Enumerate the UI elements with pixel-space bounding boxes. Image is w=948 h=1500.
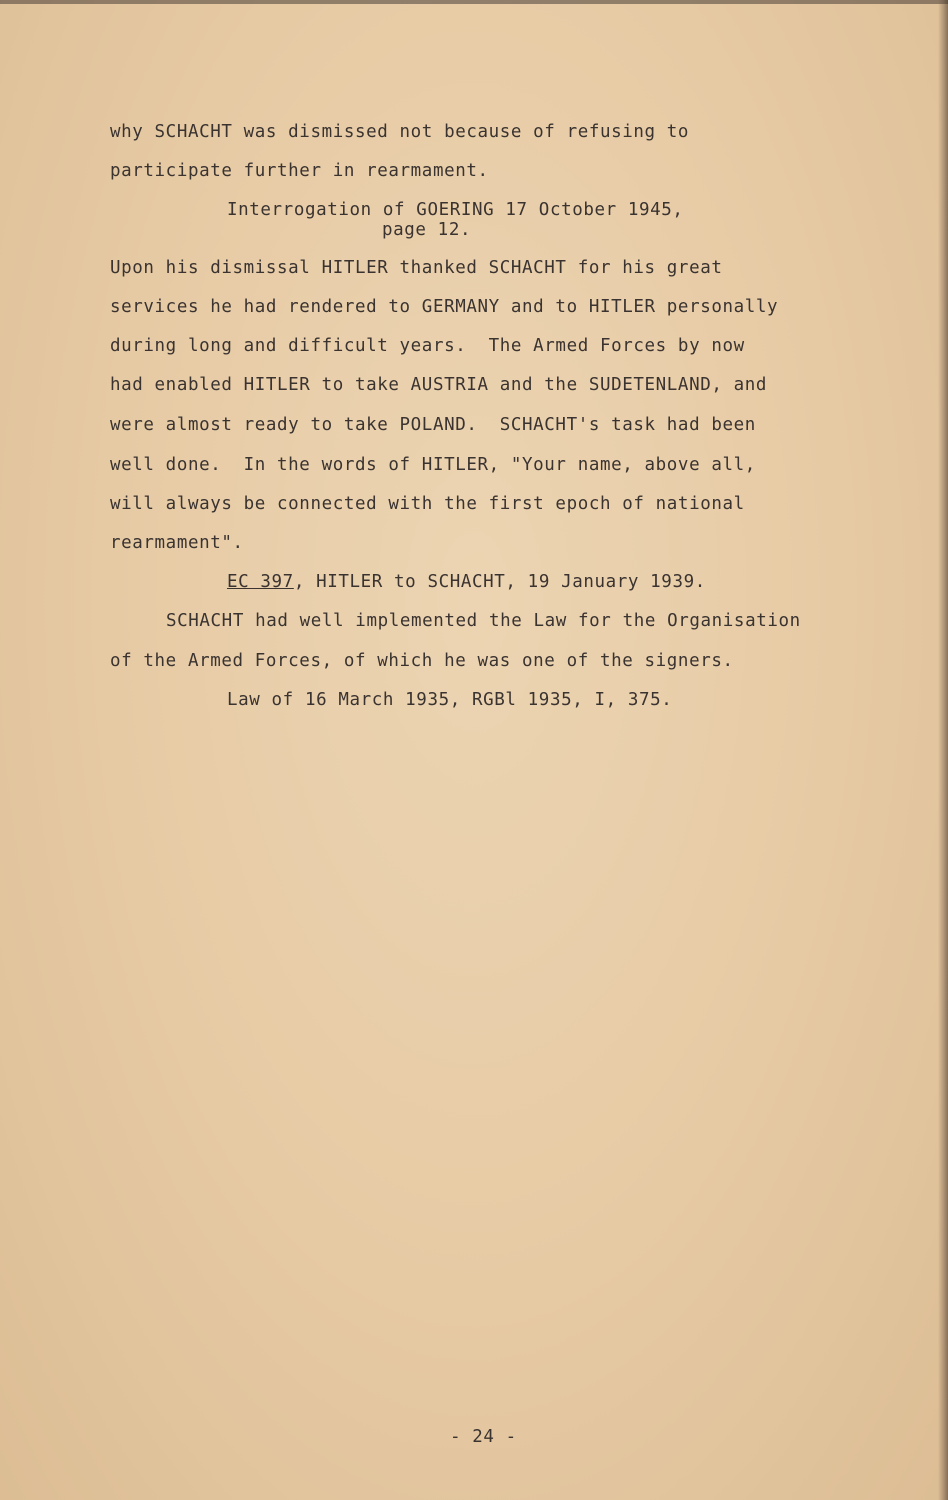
text-line-8: had enabled HITLER to take AUSTRIA and the SUDETENLAND, and — [110, 375, 768, 395]
text-line-5: Upon his dismissal HITLER thanked SCHACHT for his great — [110, 258, 723, 278]
text-line-7: during long and difficult years. The Armed Forces by now — [110, 336, 745, 356]
text-line-14: SCHACHT had well implemented the Law for the Organisation — [166, 611, 801, 631]
text-line-9: were almost ready to take POLAND. SCHACHT's task had been — [110, 415, 756, 435]
citation-interrogation-page: page 12. — [382, 220, 472, 240]
text-line-1: why SCHACHT was dismissed not because of refusing to — [110, 122, 690, 142]
citation-law: Law of 16 March 1935, RGBl 1935, I, 375. — [227, 690, 673, 710]
citation-interrogation: Interrogation of GOERING 17 October 1945, — [227, 200, 684, 220]
text-line-10: well done. In the words of HITLER, "Your name, above all, — [110, 455, 756, 475]
citation-ec-397-rest: , HITLER to SCHACHT, 19 January 1939. — [293, 572, 706, 592]
text-line-2: participate further in rearmament. — [110, 161, 489, 181]
citation-ec-397-ref: EC 397 — [227, 572, 294, 592]
top-edge-shadow — [0, 0, 948, 4]
page-number: - 24 - — [450, 1427, 517, 1447]
text-line-12: rearmament". — [110, 533, 244, 553]
text-line-11: will always be connected with the first epoch of national — [110, 494, 745, 514]
citation-ec-397 — [227, 572, 706, 592]
right-edge-shadow — [938, 0, 948, 1500]
text-line-6: services he had rendered to GERMANY and to HITLER personally — [110, 297, 779, 317]
text-line-15: of the Armed Forces, of which he was one of the signers. — [110, 651, 734, 671]
